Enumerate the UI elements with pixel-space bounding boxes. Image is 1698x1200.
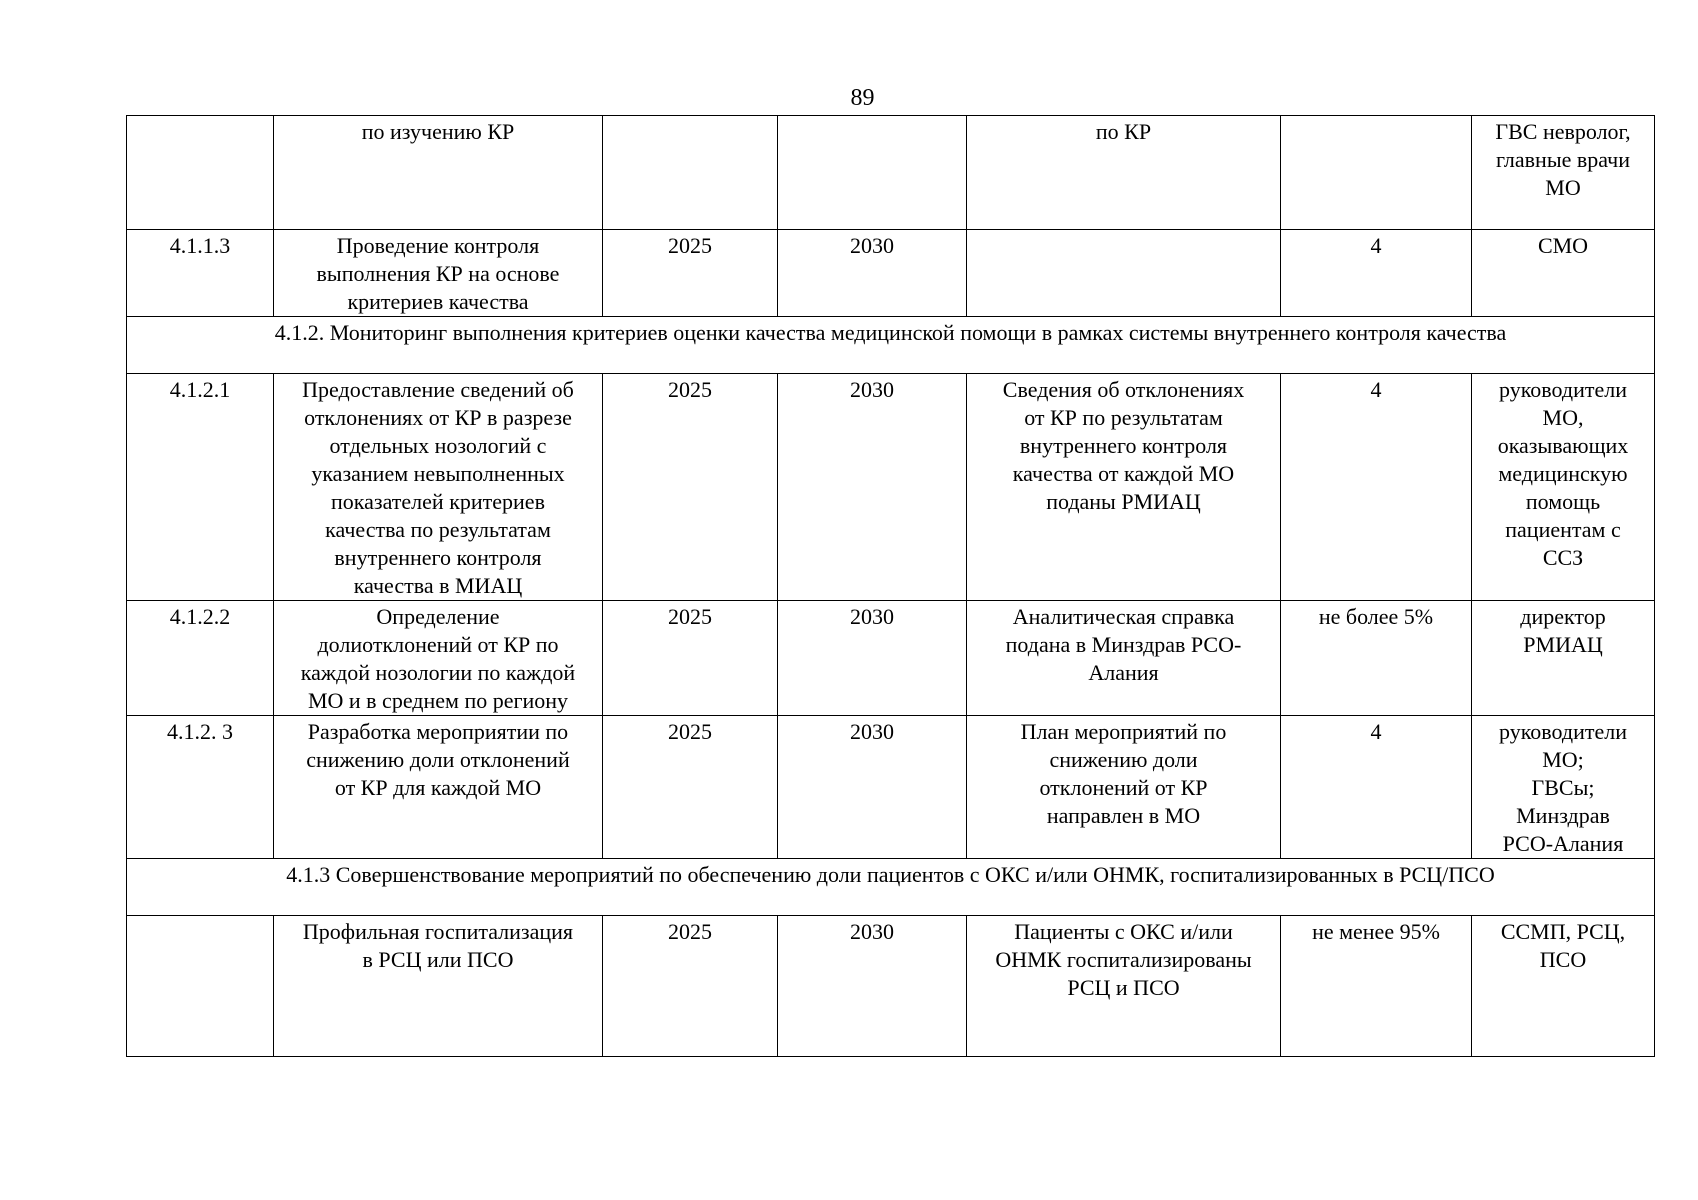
cell-line: отдельных нозологий с (329, 433, 547, 458)
measures-table (126, 115, 1655, 1057)
item-number-cell (127, 116, 274, 230)
start-year-cell: 2025 (603, 230, 778, 317)
cell-line: РСО-Алания (1502, 831, 1624, 856)
item-number-cell: 4.1.2. 3 (127, 716, 274, 859)
start-year-cell: 2025 (603, 374, 778, 601)
cell-line: ПСО (1539, 947, 1587, 972)
start-year-cell: 2025 (603, 916, 778, 1057)
cell-line: качества по результатам (325, 517, 551, 542)
cell-line: подана в Минздрав РСО- (1005, 632, 1242, 657)
cell-line: от КР по результатам (1024, 405, 1223, 430)
result-cell (967, 116, 1281, 230)
indicator-cell: не менее 95% (1281, 916, 1472, 1057)
section-heading: 4.1.3 Совершенствование мероприятий по обеспечению доли пациентов с ОКС и/или ОНМК, госпитализированных в РСЦ/ПСО (127, 859, 1655, 916)
result-cell (967, 601, 1281, 716)
cell-line: в РСЦ или ПСО (362, 947, 514, 972)
cell-line: План мероприятий по (1020, 719, 1227, 744)
cell-line: МО, (1542, 405, 1584, 430)
cell-line: Предоставление сведений об (302, 377, 574, 402)
item-number-cell: 4.1.2.2 (127, 601, 274, 716)
page-number: 89 (850, 85, 875, 111)
measure-name-cell (274, 374, 603, 601)
cell-line: МО и в среднем по региону (307, 688, 569, 713)
cell-line: по изучению КР (361, 119, 515, 144)
cell-line: руководители (1499, 719, 1627, 744)
cell-line: Определение (376, 604, 500, 629)
start-year-cell: 2025 (603, 601, 778, 716)
cell-line: ОНМК госпитализированы (995, 947, 1252, 972)
table-row (127, 374, 1655, 601)
cell-line: показателей критериев (331, 489, 545, 514)
cell-line: директор (1520, 604, 1606, 629)
cell-line: ССМП, РСЦ, (1500, 919, 1626, 944)
measure-name-cell (274, 116, 603, 230)
cell-line: внутреннего контроля (334, 545, 542, 570)
end-year-cell (778, 116, 967, 230)
end-year-cell: 2030 (778, 916, 967, 1057)
section-heading: 4.1.2. Мониторинг выполнения критериев оценки качества медицинской помощи в рамках системы внутреннего контроля качества (127, 317, 1655, 374)
item-number-cell: 4.1.2.1 (127, 374, 274, 601)
responsible-cell (1472, 116, 1655, 230)
cell-line: направлен в МО (1046, 803, 1201, 828)
cell-line: ГВС невролог, (1495, 119, 1631, 144)
start-year-cell (603, 116, 778, 230)
end-year-cell: 2030 (778, 716, 967, 859)
item-number-cell: 4.1.1.3 (127, 230, 274, 317)
cell-line: РМИАЦ (1523, 632, 1603, 657)
start-year-cell: 2025 (603, 716, 778, 859)
responsible-cell (1472, 230, 1655, 317)
item-number-cell (127, 916, 274, 1057)
cell-line: внутреннего контроля (1019, 433, 1228, 458)
cell-line: Сведения об отклонениях (1002, 377, 1245, 402)
cell-line: качества от каждой МО (1012, 461, 1235, 486)
responsible-cell (1472, 374, 1655, 601)
cell-line: каждой нозологии по каждой (300, 660, 576, 685)
result-cell (967, 374, 1281, 601)
cell-line: снижению доли отклонений (306, 747, 570, 772)
responsible-cell (1472, 916, 1655, 1057)
cell-line: долиотклонений от КР по (317, 632, 559, 657)
cell-line: Минздрав (1516, 803, 1610, 828)
cell-line: ССЗ (1542, 545, 1584, 570)
table-row (127, 716, 1655, 859)
cell-line: Проведение контроля (336, 233, 540, 258)
cell-line: по КР (1095, 119, 1152, 144)
cell-line: Разработка мероприятии по (307, 719, 569, 744)
indicator-cell: 4 (1281, 374, 1472, 601)
table-row (127, 916, 1655, 1057)
table-body (127, 116, 1655, 1057)
cell-line: пациентам с (1505, 517, 1621, 542)
cell-line: РСЦ и ПСО (1067, 975, 1180, 1000)
cell-line: Пациенты с ОКС и/или (1014, 919, 1233, 944)
cell-line: помощь (1525, 489, 1601, 514)
cell-line: главные врачи (1496, 147, 1630, 172)
cell-line: отклонениях от КР в разрезе (304, 405, 572, 430)
cell-line: отклонений от КР (1039, 775, 1208, 800)
cell-line: МО; (1542, 747, 1584, 772)
result-cell (967, 916, 1281, 1057)
measure-name-cell (274, 601, 603, 716)
cell-line: медицинскую (1498, 461, 1628, 486)
cell-line: Алания (1088, 660, 1159, 685)
section-row (127, 859, 1655, 916)
responsible-cell (1472, 716, 1655, 859)
cell-line: СМО (1537, 233, 1589, 258)
cell-line: качества в МИАЦ (353, 573, 523, 598)
cell-line: критериев качества (347, 289, 529, 314)
table-row (127, 230, 1655, 317)
table-row (127, 116, 1655, 230)
indicator-cell (1281, 116, 1472, 230)
end-year-cell: 2030 (778, 374, 967, 601)
cell-line: оказывающих (1497, 433, 1629, 458)
cell-line: указанием невыполненных (311, 461, 565, 486)
measure-name-cell (274, 916, 603, 1057)
table-row (127, 601, 1655, 716)
end-year-cell: 2030 (778, 601, 967, 716)
cell-line: ГВСы; (1531, 775, 1595, 800)
end-year-cell: 2030 (778, 230, 967, 317)
cell-line: поданы РМИАЦ (1046, 489, 1201, 514)
indicator-cell: не более 5% (1281, 601, 1472, 716)
indicator-cell: 4 (1281, 230, 1472, 317)
measure-name-cell (274, 230, 603, 317)
cell-line: снижению доли (1049, 747, 1198, 772)
indicator-cell: 4 (1281, 716, 1472, 859)
cell-line: Аналитическая справка (1012, 604, 1235, 629)
section-row (127, 317, 1655, 374)
responsible-cell (1472, 601, 1655, 716)
cell-line: Профильная госпитализация (302, 919, 574, 944)
cell-line: МО (1545, 175, 1581, 200)
result-cell (967, 716, 1281, 859)
cell-line: от КР для каждой МО (334, 775, 542, 800)
result-cell (967, 230, 1281, 317)
cell-line: выполнения КР на основе (316, 261, 560, 286)
measure-name-cell (274, 716, 603, 859)
cell-line: руководители (1499, 377, 1627, 402)
